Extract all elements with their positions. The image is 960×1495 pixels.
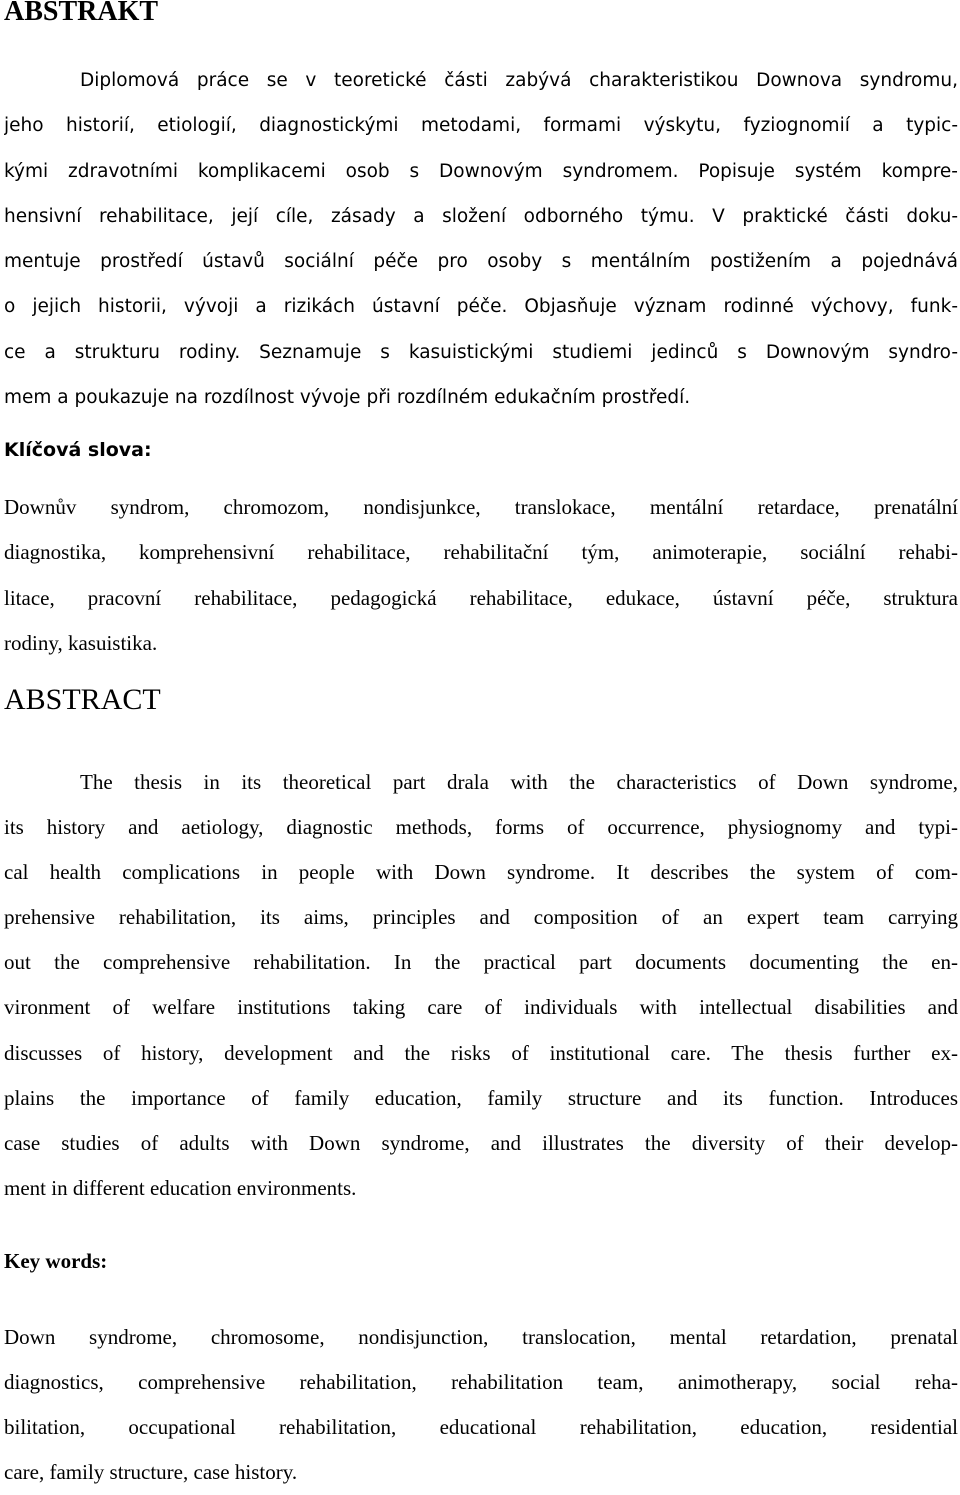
paragraph-line: Diplomová práce se v teoretické části zabývá charakteristikou Downova syndromu, bbox=[80, 70, 958, 91]
paragraph-line: kými zdravotními komplikacemi osob s Downovým syndromem. Popisuje systém kompre- bbox=[4, 160, 958, 182]
paragraph-line: The thesis in its theoretical part drala with the characteristics of Down syndrome, bbox=[80, 770, 958, 794]
paragraph-line: its history and aetiology, diagnostic methods, forms of occurrence, physiognomy and typi- bbox=[4, 815, 958, 840]
keywords-line: bilitation, occupational rehabilitation, educational rehabilitation, education, residential bbox=[4, 1415, 958, 1440]
czech-keywords-paragraph bbox=[4, 485, 958, 666]
keywords-line: care, family structure, case history. bbox=[4, 1460, 298, 1485]
english-abstract-paragraph bbox=[4, 760, 958, 1211]
paragraph-line: mentuje prostředí ústavů sociální péče pro osoby s mentálním postižením a pojednává bbox=[4, 251, 958, 273]
czech-keywords-heading: Klíčová slova: bbox=[4, 439, 152, 461]
paragraph-line: cal health complications in people with Down syndrome. It describes the system of com- bbox=[4, 860, 958, 885]
paragraph-line: mem a poukazuje na rozdílnost vývoje při rozdílném edukačním prostředí. bbox=[4, 387, 691, 409]
keywords-line: diagnostika, komprehensivní rehabilitace, rehabilitační tým, animoterapie, sociální rehabi- bbox=[4, 540, 958, 565]
paragraph-line: prehensive rehabilitation, its aims, principles and composition of an expert team carrying bbox=[4, 905, 958, 930]
paragraph-line: plains the importance of family education, family structure and its function. Introduces bbox=[4, 1085, 958, 1110]
paragraph-line: out the comprehensive rehabilitation. In the practical part documents documenting the en- bbox=[4, 950, 958, 975]
english-keywords-paragraph bbox=[4, 1315, 958, 1495]
keywords-line: litace, pracovní rehabilitace, pedagogická rehabilitace, edukace, ústavní péče, struktura bbox=[4, 585, 958, 610]
paragraph-line: ment in different education environments. bbox=[4, 1175, 357, 1200]
paragraph-line: case studies of adults with Down syndrome, and illustrates the diversity of their develop- bbox=[4, 1130, 958, 1155]
keywords-line: Down syndrome, chromosome, nondisjunction, translocation, mental retardation, prenatal bbox=[4, 1325, 958, 1349]
czech-abstract-heading: ABSTRAKT bbox=[4, 0, 159, 27]
paragraph-line: vironment of welfare institutions taking care of individuals with intellectual disabilities and bbox=[4, 995, 958, 1020]
czech-abstract-paragraph bbox=[4, 58, 958, 420]
paragraph-line: ce a strukturu rodiny. Seznamuje s kasuistickými studiemi jedinců s Downovým syndro- bbox=[4, 341, 958, 363]
keywords-line: Downův syndrom, chromozom, nondisjunkce, translokace, mentální retardace, prenatální bbox=[4, 495, 958, 519]
keywords-line: diagnostics, comprehensive rehabilitation, rehabilitation team, animotherapy, social reha- bbox=[4, 1370, 958, 1395]
english-abstract-heading: ABSTRACT bbox=[4, 683, 161, 716]
paragraph-line: discusses of history, development and the risks of institutional care. The thesis further ex- bbox=[4, 1040, 958, 1065]
paragraph-line: jeho historií, etiologií, diagnostickými metodami, formami výskytu, fyziognomií a typic- bbox=[4, 115, 958, 137]
keywords-line: rodiny, kasuistika. bbox=[4, 630, 158, 655]
paragraph-line: o jejich historii, vývoji a rizikách ústavní péče. Objasňuje význam rodinné výchovy, funk- bbox=[4, 296, 958, 318]
english-keywords-heading: Key words: bbox=[4, 1249, 108, 1273]
paragraph-line: hensivní rehabilitace, její cíle, zásady a složení odborného týmu. V praktické části doku- bbox=[4, 205, 958, 227]
